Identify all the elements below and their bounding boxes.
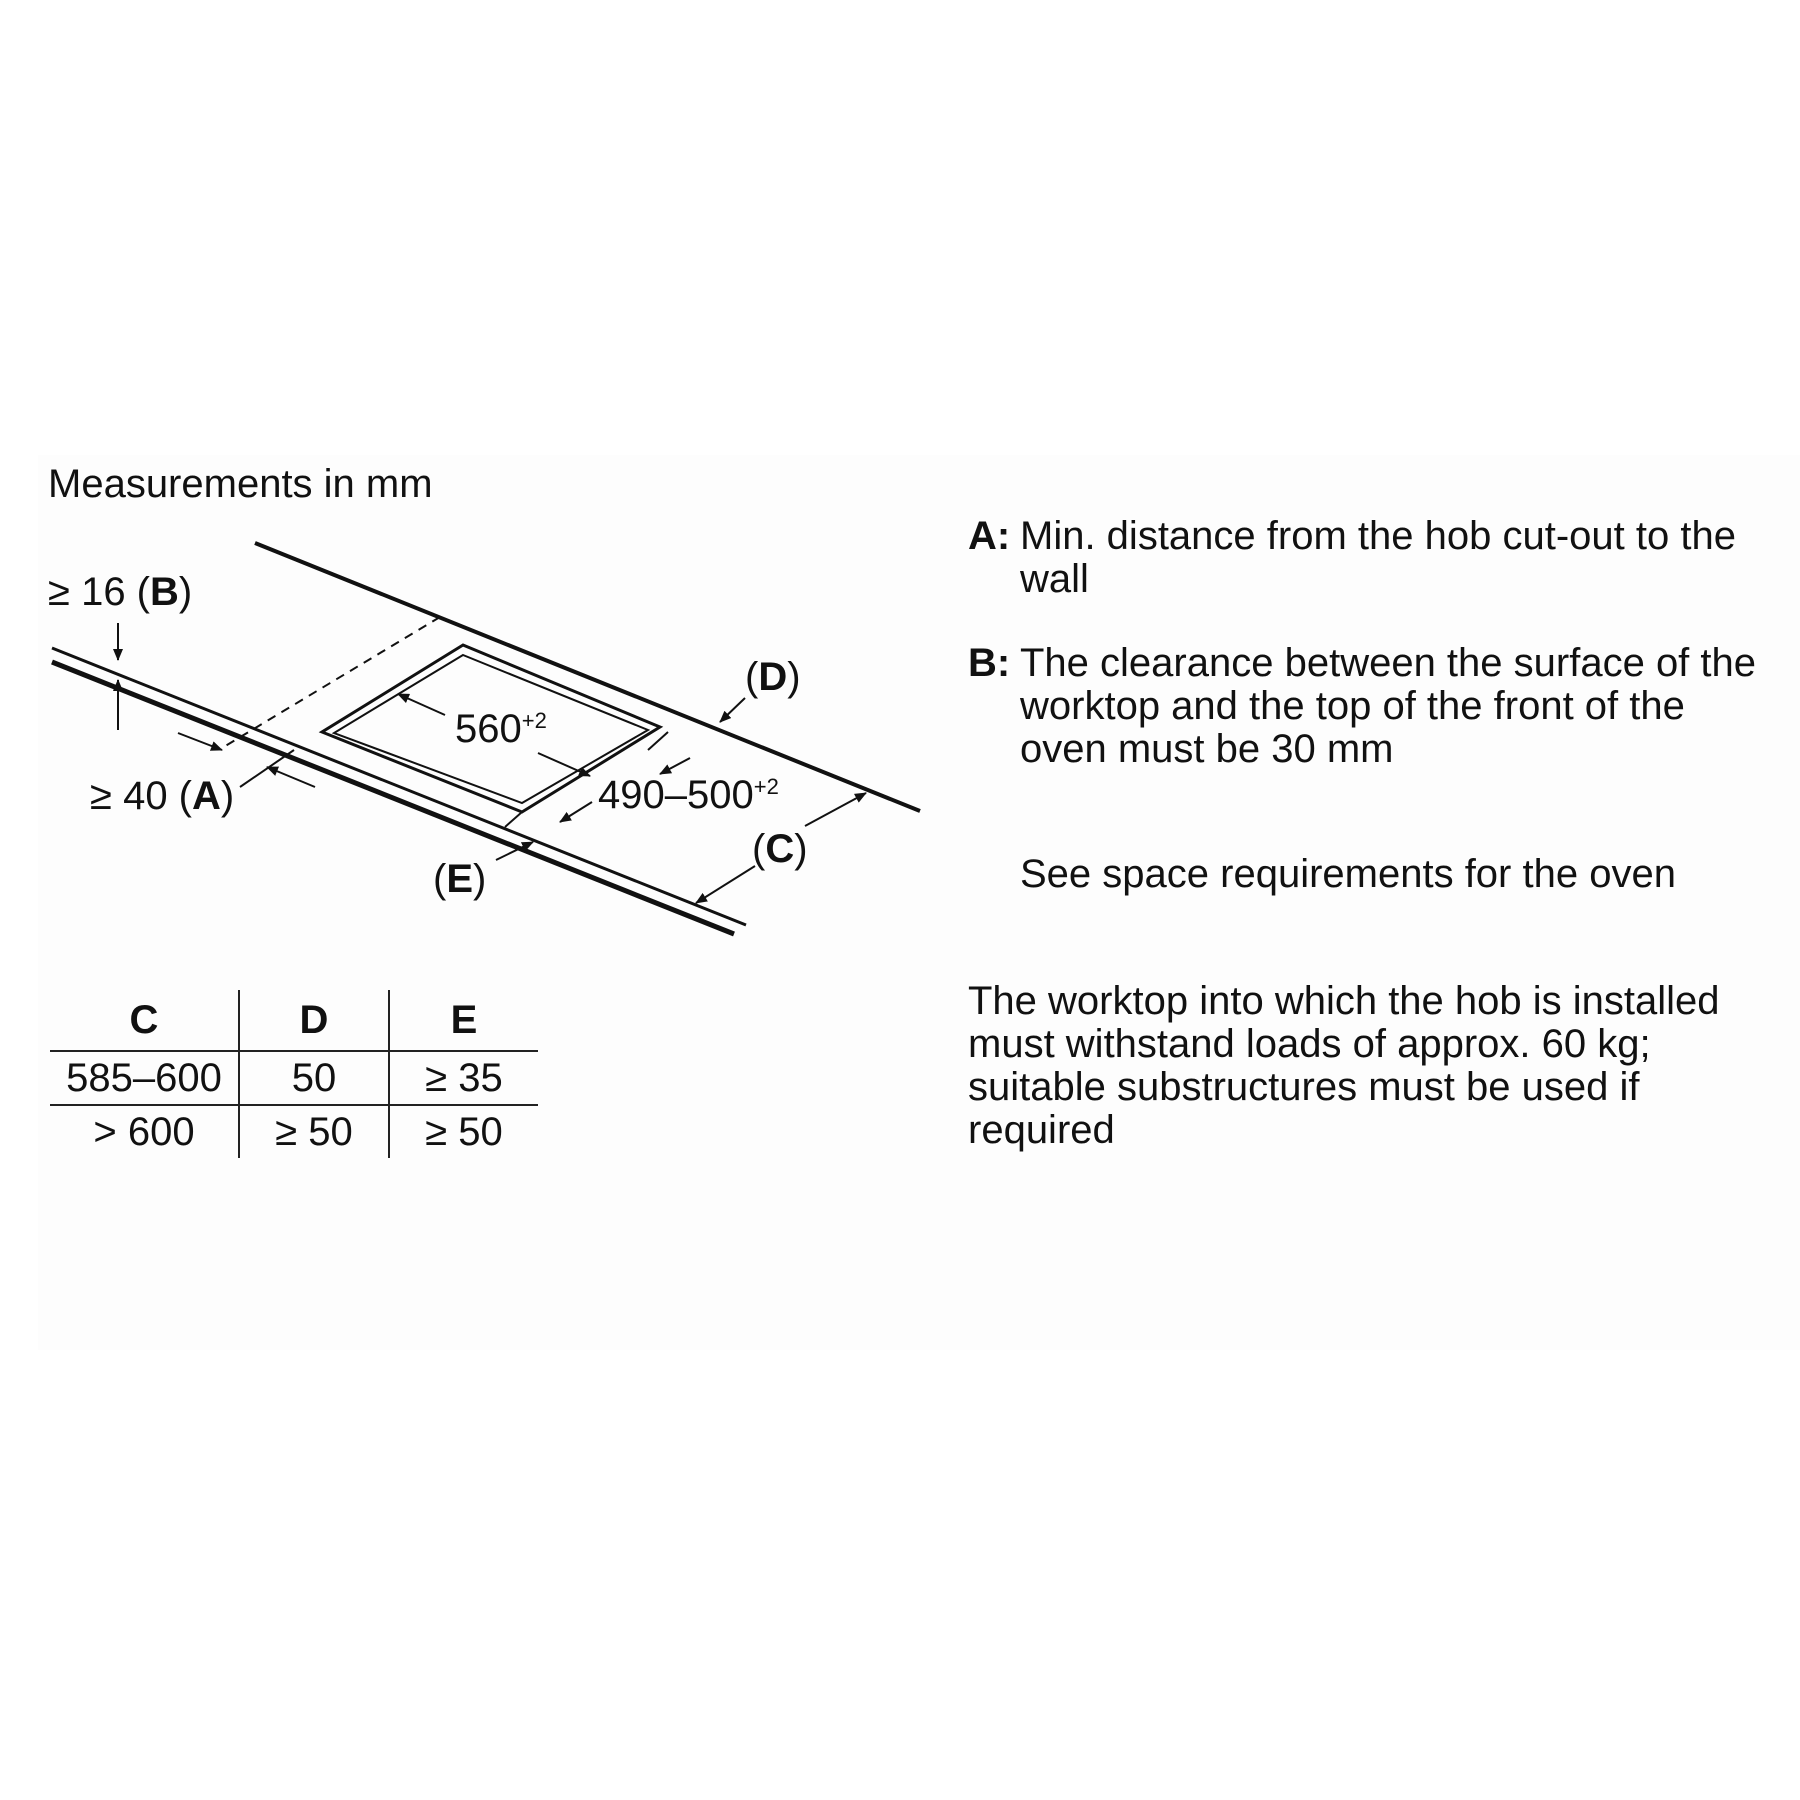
legend-text: Min. distance from the hob cut-out to the wall (1020, 514, 1736, 601)
legend-key: B: (968, 641, 1011, 685)
label-depth: $490-500^{+2}$ (598, 773, 779, 817)
dim-depth-tick-top (648, 732, 668, 750)
table-row (50, 1105, 538, 1158)
worktop-load-note: The worktop into which the hob is installed must withstand loads of approx. 60 kg; suitable substructures must be used if required (968, 979, 1720, 1152)
table-row (50, 1051, 538, 1105)
table-header: C (129, 998, 159, 1042)
table-cell: 50 (239, 1051, 389, 1105)
dim-width-arrow-right (538, 753, 590, 776)
dim-depth-tick-bottom (505, 812, 522, 827)
label-c: (C) (752, 827, 808, 871)
label-e: (E) (433, 857, 487, 901)
dim-a-arrow-right (178, 733, 222, 750)
legend-text: The clearance between the surface of the worktop and the top of the front of the oven must be 30 mm (1020, 641, 1757, 771)
label-width: $560^{+2}$ (455, 707, 547, 751)
dim-depth-arrow-up (660, 758, 690, 774)
label-a: ≥ 40 (A) (90, 774, 235, 818)
measurements-title: Measurements in mm (48, 462, 433, 506)
table-header: D (239, 990, 389, 1051)
clearance-table (50, 990, 538, 1158)
legend-item-a (968, 515, 1768, 601)
table-header-row (50, 990, 538, 1051)
label-d: (D) (745, 655, 801, 699)
table-header: E (389, 990, 538, 1051)
table-cell: 585–600 (50, 1051, 239, 1105)
dim-width-arrow-left (398, 694, 445, 715)
dim-c-arrow-down (696, 866, 755, 903)
legend-key: A: (968, 514, 1011, 558)
label-b: ≥ 16 (B) (48, 570, 193, 614)
table-cell: ≥ 35 (389, 1051, 538, 1105)
dim-d-arrow (720, 698, 745, 722)
table-cell: ≥ 50 (239, 1105, 389, 1158)
oven-space-note: See space requirements for the oven (1020, 852, 1676, 896)
dim-a-tick (240, 750, 294, 787)
dim-a-arrow-left (267, 767, 315, 787)
table-cell: ≥ 50 (389, 1105, 538, 1158)
legend-item-b (968, 642, 1768, 771)
table-cell: > 600 (50, 1105, 239, 1158)
dim-depth-arrow-down (560, 802, 592, 822)
dim-c-arrow-up (805, 793, 866, 826)
projection-dashed-line (222, 617, 440, 748)
